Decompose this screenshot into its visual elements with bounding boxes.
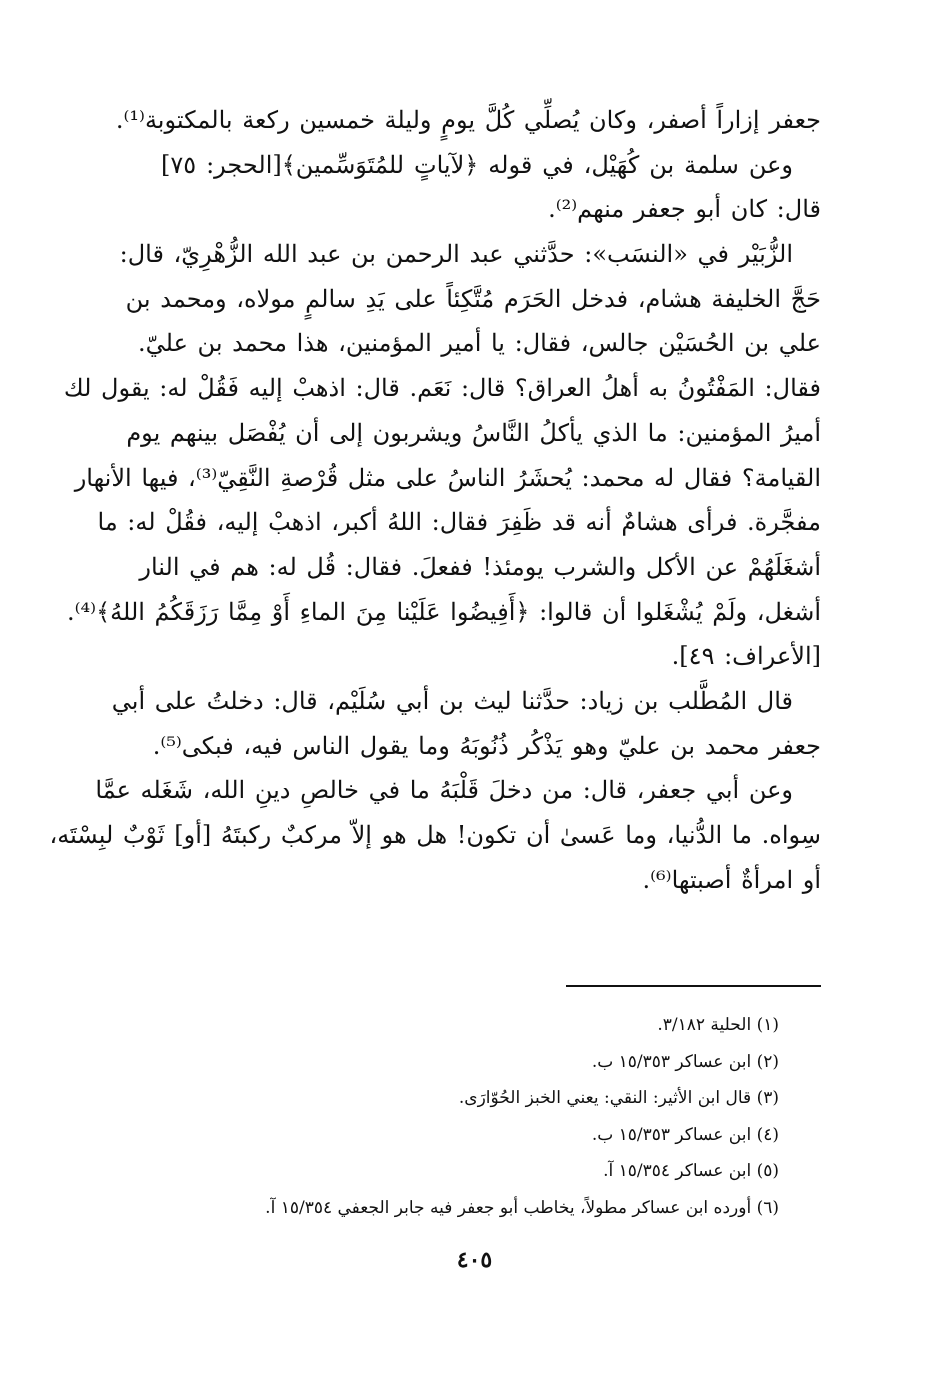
footnote-2: (٢) ابن عساكر ١٥/٣٥٣ ب.	[591, 1051, 779, 1072]
footnote-3: (٣) قال ابن الأثير: النقي: يعني الخبز الحُوّارَى.	[458, 1088, 779, 1108]
text-line-10: مفجَّرة. فرأى هشامٌ أنه قد ظَفِرَ فقال: اللهُ أكبر، اذهبْ إليه، فقُلْ له: ما	[97, 508, 821, 537]
footnote-5: (٥) ابن عساكر ١٥/٣٥٤ آ.	[603, 1161, 779, 1181]
text-line-16: وعن أبي جعفر، قال: من دخلَ قَلْبَهُ ما في خالصِ دينِ الله، شَغَله عمَّا	[95, 776, 793, 805]
page-number: ٤٠٥	[456, 1247, 493, 1273]
main-text	[49, 98, 821, 902]
text-line-13: [الأعراف: ٤٩].	[671, 642, 821, 671]
text-line-18: أو امرأةٌ أصبتها⁽⁶⁾.	[642, 865, 821, 894]
text-line-12: أشغل، ولَمْ يُشْغَلوا أن قالوا: ﴿أَفِيضُوا عَلَيْنا مِنَ الماءِ أَوْ مِمَّا رَزَقَكُمُ اللهُ﴾⁽⁴⁾.	[67, 597, 821, 626]
text-line-8: أميرُ المؤمنين: ما الذي يأكلُ النَّاسُ ويشربون إلى أن يُفْصَل بينهم يوم	[126, 418, 821, 447]
footnote-6: (٦) أورده ابن عساكر مطولاً، يخاطب أبو جعفر فيه جابر الجعفي ١٥/٣٥٤ آ.	[265, 1197, 779, 1218]
footnote-4: (٤) ابن عساكر ١٥/٣٥٣ ب.	[591, 1124, 779, 1145]
text-line-17: سِواه. ما الدُّنيا، وما عَسىٰ أن تكون! هل هو إلاّ مركبٌ ركبتَهُ [أو] ثَوْبٌ لبِسْتَه،	[49, 821, 821, 849]
text-line-14: قال المُطَّلب بن زياد: حدَّثنا ليث بن أبي سُلَيْم، قال: دخلتُ على أبي	[111, 686, 793, 715]
footnotes	[159, 1007, 779, 1226]
text-line-2: وعن سلمة بن كُهَيْل، في قوله ﴿لآياتٍ للمُتَوَسِّمين﴾[الحجر: ٧٥]	[161, 150, 793, 179]
text-line-7: فقال: المَفْتُونُ به أهلُ العراق؟ قال: نَعَم. قال: اذهبْ إليه فَقُلْ له: يقول لك	[63, 374, 821, 403]
text-line-15: جعفر محمد بن عليّ وهو يَذْكُر ذُنُوبَهُ وما يقول الناس فيه، فبكى⁽⁵⁾.	[152, 731, 821, 760]
text-line-3: قال: كان أبو جعفر منهم⁽²⁾.	[548, 195, 821, 224]
footnote-separator	[566, 985, 821, 987]
text-line-6: علي بن الحُسَيْن جالس، فقال: يا أمير المؤمنين، هذا محمد بن عليّ.	[138, 329, 821, 358]
text-line-11: أشغَلَهُمْ عن الأكل والشرب يومئذ! ففعلَ. فقال: قُل له: هم في النار	[139, 552, 821, 581]
footnote-1: (١) الحلية ٣/١٨٢.	[657, 1015, 779, 1035]
text-line-1: جعفر إزاراً أصفر، وكان يُصلِّي كُلَّ يومٍ وليلة خمسين ركعة بالمكتوبة⁽¹⁾.	[115, 106, 821, 134]
text-line-5: حَجَّ الخليفة هشام، فدخل الحَرَم مُتَّكِئاً على يَدِ سالمٍ مولاه، ومحمد بن	[125, 284, 821, 313]
text-line-9: القيامة؟ فقال له محمد: يُحشَرُ الناسُ على مثل قُرْصةِ النَّقِيّ⁽³⁾، فيها الأنهار	[74, 463, 821, 492]
text-line-4: الزُّبَيْر في «النسَب»: حدَّثني عبد الرحمن بن عبد الله الزُّهْرِيّ، قال:	[119, 240, 793, 269]
